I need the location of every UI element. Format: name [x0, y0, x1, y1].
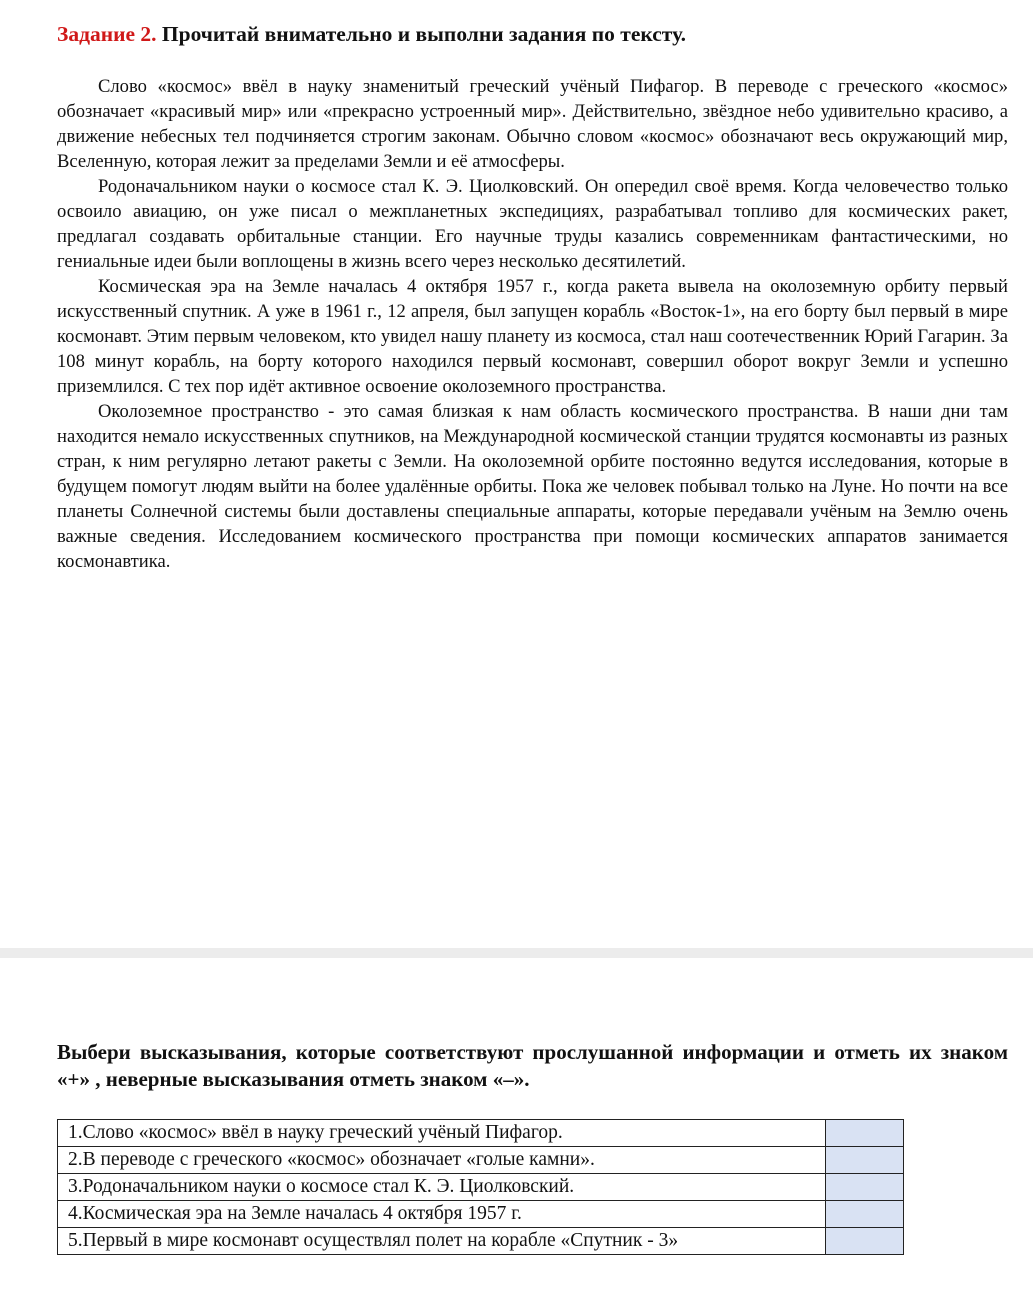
table-row — [58, 1174, 904, 1201]
statement-text: 4.Космическая эра на Земле началась 4 октября 1957 г. — [58, 1201, 826, 1228]
statement-text: 2.В переводе с греческого «космос» обозначает «голые камни». — [58, 1147, 826, 1174]
answer-cell[interactable] — [826, 1174, 904, 1201]
statements-table — [57, 1119, 904, 1255]
paragraph-4: Околоземное пространство - это самая близкая к нам область космического пространства. В наши дни там находится немало искусственных спутников, на Международной космической станции трудятся космонавты из разных стран, к ним регулярно летают ракеты с Земли. На околоземной орбите постоянно ведутся исследования, которые в будущем помогут людям выйти на более удалённые орбиты. Пока же человек побывал только на Луне. Но почти на все планеты Солнечной системы были доставлены специальные аппараты, которые передавали учёным на Землю очень важные сведения. Исследованием космического пространства при помощи космических аппаратов занимается космонавтика. — [57, 401, 1008, 572]
paragraph-2: Родоначальником науки о космосе стал К. Э. Циолковский. Он опередил своё время. Когда человечество только освоило авиацию, он уже писал о межпланетных экспедициях, разрабатывал топливо для космических ракет, предлагал создавать орбитальные станции. Его научные труды казались современникам фантастическими, но гениальные идеи были воплощены в жизнь всего через несколько десятилетий. — [57, 176, 1008, 272]
statement-text: 1.Слово «космос» ввёл в науку греческий учёный Пифагор. — [58, 1120, 826, 1147]
page-separator — [0, 948, 1033, 958]
answer-cell[interactable] — [826, 1147, 904, 1174]
statement-text: 5.Первый в мире космонавт осуществлял полет на корабле «Спутник - 3» — [58, 1228, 826, 1255]
answer-cell[interactable] — [826, 1120, 904, 1147]
paragraph-3: Космическая эра на Земле началась 4 октября 1957 г., когда ракета вывела на околоземную орбиту первый искусственный спутник. А уже в 1961 г., 12 апреля, был запущен корабль «Восток-1», на его борту был первый в мире космонавт. Этим первым человеком, кто увидел нашу планету из космоса, стал наш соотечественник Юрий Гагарин. За 108 минут корабль, на борту которого находился первый космонавт, совершил оборот вокруг Земли и успешно приземлился. С тех пор идёт активное освоение околоземного пространства. — [57, 276, 1008, 397]
task-label: Задание 2. — [57, 22, 157, 46]
table-row — [58, 1228, 904, 1255]
table-row — [58, 1147, 904, 1174]
answer-cell[interactable] — [826, 1228, 904, 1255]
table-row — [58, 1201, 904, 1228]
instruction-text: Выбери высказывания, которые соответствуют прослушанной информации и отметь их знаком «+» , неверные высказывания отметь знаком «–». — [57, 1040, 1008, 1091]
reading-text — [57, 74, 1008, 574]
answer-cell[interactable] — [826, 1201, 904, 1228]
table-row — [58, 1120, 904, 1147]
statement-text: 3.Родоначальником науки о космосе стал К. Э. Циолковский. — [58, 1174, 826, 1201]
paragraph-1: Слово «космос» ввёл в науку знаменитый греческий учёный Пифагор. В переводе с греческого «космос» обозначает «красивый мир» или «прекрасно устроенный мир». Действительно, звёздное небо удивительно красиво, а движение небесных тел подчиняется строгим законам. Обычно словом «космос» обозначают весь окружающий мир, Вселенную, которая лежит за пределами Земли и её атмосферы. — [57, 76, 1008, 172]
task-heading — [57, 20, 1017, 48]
task-title: Прочитай внимательно и выполни задания по тексту. — [156, 22, 687, 46]
